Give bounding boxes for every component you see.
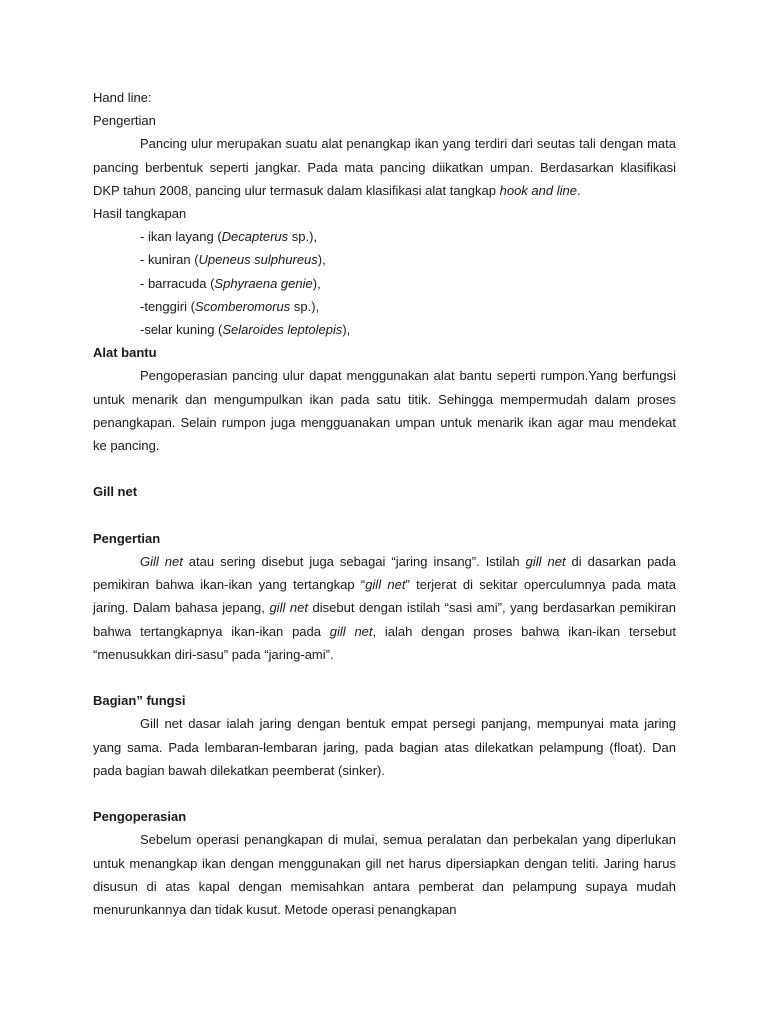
gillnet-parts-heading: Bagian” fungsi: [93, 693, 186, 709]
spacer: [93, 457, 676, 480]
handline-heading: Hand line:: [93, 90, 152, 105]
tools-heading: Alat bantu: [93, 345, 157, 361]
catch-heading: Hasil tangkapan: [93, 206, 187, 222]
gillnet-operation-heading: Pengoperasian: [93, 809, 187, 825]
spacer: [93, 504, 676, 527]
catch-item: - ikan layang (Decapterus sp.),: [140, 229, 318, 245]
gillnet-heading: Gill net: [93, 484, 138, 500]
handline-definition: Pancing ulur merupakan suatu alat penangkap ikan yang terdiri dari seutas tali dengan mata pancing berbentuk seperti jangkar. Pada mata pancing diikatkan umpan. Berdasarkan klasifikasi DKP tahun 2008, pancing ulur termasuk dalam klasifikasi alat tangkap hook and line.: [93, 136, 676, 198]
spacer: [93, 666, 676, 689]
spacer: [93, 782, 676, 805]
gillnet-operation-paragraph: Sebelum operasi penangkapan di mulai, semua peralatan dan perbekalan yang diperlukan untuk menangkap ikan dengan menggunakan gill net harus dipersiapkan dengan teliti. Jaring harus disusun di atas kapal dengan memisahkan antara pemberat dan pelampung supaya mudah menurunkannya dan tidak kusut. Metode operasi penangkapan: [93, 832, 676, 918]
catch-item: - barracuda (Sphyraena genie),: [140, 275, 321, 291]
handline-subheading: Pengertian: [93, 113, 156, 129]
gillnet-def-paragraph: Gill net atau sering disebut juga sebagai “jaring insang”. Istilah gill net di dasarkan pada pemikiran bahwa ikan-ikan yang tertangkap “gill net” terjerat di sekitar operculumnya pada mata jaring. Dalam bahasa jepang, gill net disebut dengan istilah “sasi ami”, yang berdasarkan pemikiran bahwa tertangkapnya ikan-ikan pada gill net, ialah dengan proses bahwa ikan-ikan tersebut “menusukkan diri-sasu” pada “jaring-ami”.: [93, 554, 677, 662]
gillnet-parts-paragraph: Gill net dasar ialah jaring dengan bentuk empat persegi panjang, mempunyai mata jaring yang sama. Pada lembaran-lembaran jaring, pada bagian atas dilekatkan pelampung (float). Dan pada bagian bawah dilekatkan peemberat (sinker).: [93, 716, 676, 778]
catch-item: - kuniran (Upeneus sulphureus),: [140, 252, 326, 268]
tools-paragraph: Pengoperasian pancing ulur dapat menggunakan alat bantu seperti rumpon.Yang berfungsi untuk menarik dan mengumpulkan ikan pada satu titik. Sehingga mempermudah dalam proses penangkapan. Selain rumpon juga mengguanakan umpan untuk menarik ikan agar mau mendekat ke pancing.: [93, 368, 676, 454]
catch-item: -selar kuning (Selaroides leptolepis),: [140, 322, 351, 338]
gillnet-def-heading: Pengertian: [93, 530, 161, 546]
catch-item: -tenggiri (Scomberomorus sp.),: [140, 298, 320, 314]
